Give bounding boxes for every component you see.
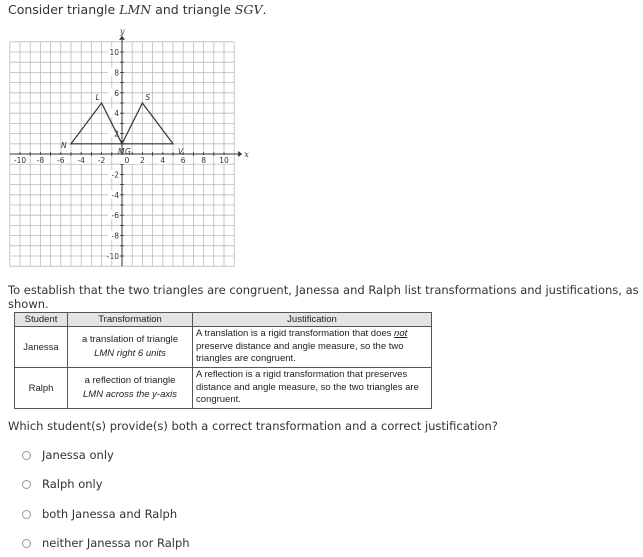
triangle-1-name: LMN (119, 2, 152, 17)
x-tick-label: -2 (97, 156, 106, 165)
y-tick-label: -10 (106, 252, 119, 261)
x-tick-label: 8 (201, 156, 206, 165)
x-tick-label: 2 (140, 156, 145, 165)
student-cell: Ralph (15, 368, 68, 409)
x-axis-label: x (244, 150, 249, 159)
y-tick-label: 2 (114, 129, 119, 139)
x-tick-label: 4 (160, 156, 166, 165)
y-axis-label: y (120, 26, 125, 36)
justification-cell: A translation is a rigid transformation that does not preserve distance and angle measure, so the two triangles are congruent. (193, 327, 432, 368)
choice-janessa-only[interactable]: Janessa only (22, 448, 114, 462)
table-row (15, 368, 432, 409)
radio-button-icon[interactable] (22, 510, 31, 519)
y-tick-label: -6 (111, 211, 119, 221)
transformation-table (14, 312, 432, 409)
transformation-cell: a reflection of triangle LMN across the y-axis (68, 368, 193, 409)
coordinate-graph (13, 26, 249, 264)
x-tick-label: -10 (13, 156, 27, 165)
x-axis-arrow-icon (238, 151, 242, 157)
choice-neither[interactable]: neither Janessa nor Ralph (22, 536, 190, 550)
triangle-2-name: SGV (234, 2, 263, 17)
y-tick-label: 6 (114, 88, 119, 98)
y-tick-label: -4 (111, 190, 119, 200)
y-tick-label: 4 (114, 109, 119, 119)
y-tick-label: -2 (111, 170, 119, 180)
choice-ralph-only[interactable]: Ralph only (22, 477, 103, 491)
vertex-label-M: M (118, 146, 125, 156)
header-transformation: Transformation (68, 313, 193, 327)
vertex-label-L: L (95, 93, 100, 102)
header-justification: Justification (193, 313, 432, 327)
x-tick-label: -6 (57, 156, 65, 165)
radio-button-icon[interactable] (22, 539, 31, 548)
vertex-label-G: G (125, 146, 131, 156)
transformation-cell: a translation of triangle LMN right 6 units (68, 327, 193, 368)
y-tick-label: 10 (109, 48, 119, 57)
table-row (15, 327, 432, 368)
vertex-label-S: S (145, 93, 151, 102)
question-text: Which student(s) provide(s) both a correct transformation and a correct justification? (8, 419, 498, 433)
radio-button-icon[interactable] (22, 480, 31, 489)
x-tick-label: 0 (124, 156, 130, 165)
intro-text: Consider triangle LMN and triangle SGV. (8, 2, 267, 17)
x-tick-label: -8 (36, 156, 45, 165)
justification-cell: A reflection is a rigid transformation that preserves distance and angle measure, so the two triangles are congruent. (193, 368, 432, 409)
x-tick-label: 6 (180, 156, 186, 165)
choice-both[interactable]: both Janessa and Ralph (22, 507, 177, 521)
y-axis-arrow-icon (119, 36, 125, 40)
y-tick-label: 8 (114, 68, 119, 78)
student-cell: Janessa (15, 327, 68, 368)
radio-button-icon[interactable] (22, 451, 31, 460)
x-tick-label: 10 (219, 156, 229, 165)
problem-statement: To establish that the two triangles are congruent, Janessa and Ralph list transformations and justifications, as shown. (8, 283, 639, 311)
vertex-label-N: N (61, 140, 67, 150)
vertex-label-V: V (178, 146, 184, 156)
x-tick-label: -4 (77, 156, 85, 165)
header-student: Student (15, 313, 68, 327)
y-tick-label: -8 (111, 231, 119, 241)
